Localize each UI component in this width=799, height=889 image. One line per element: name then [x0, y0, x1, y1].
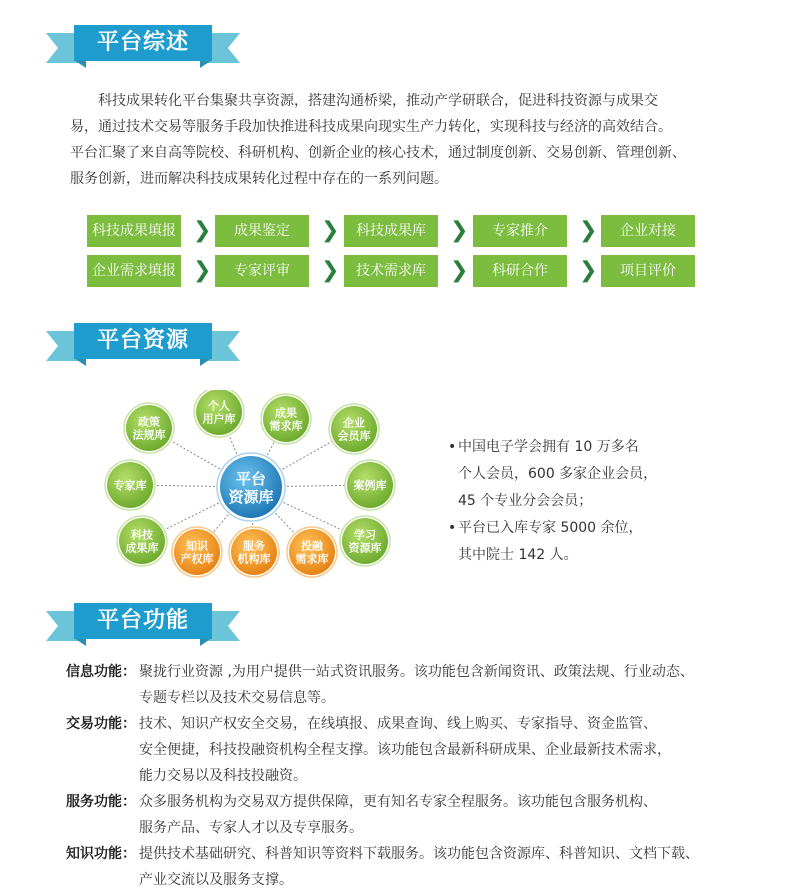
flow-step[interactable]: 成果鉴定 [215, 215, 309, 247]
bullet-continuation: 45 个专业分会会员； [458, 493, 593, 509]
flow-step[interactable]: 项目评价 [601, 255, 695, 287]
paragraph-line: 易，通过技术交易等服务手段加快推进科技成果向现实生产力转化，实现科技与经济的高效结合。 [70, 119, 672, 135]
resource-node[interactable] [105, 460, 155, 510]
resource-node[interactable] [117, 516, 167, 566]
bullet-continuation: 其中院士 142 人。 [458, 547, 578, 563]
resource-node[interactable] [229, 527, 279, 577]
node-label: 法规库 [132, 428, 166, 442]
chevron-right-icon: ❯ [321, 218, 340, 243]
chevron-right-icon: ❯ [193, 218, 212, 243]
node-label: 科技 [131, 528, 153, 542]
resource-node[interactable] [340, 516, 390, 566]
chevron-right-icon: ❯ [579, 218, 598, 243]
function-list [66, 659, 746, 889]
bullet-item: • 中国电子学会拥有 10 万多名 [448, 439, 639, 455]
node-label: 会员库 [337, 429, 371, 443]
chevron-right-icon: ❯ [579, 258, 598, 283]
function-item-service [66, 789, 746, 841]
function-text: 能力交易以及科技投融资。 [139, 768, 307, 784]
section-title: 平台资源 [74, 323, 212, 359]
paragraph-line: 服务创新，进而解决科技成果转化过程中存在的一系列问题。 [70, 171, 448, 187]
flow-step[interactable]: 科研合作 [473, 255, 567, 287]
flow-row-2 [87, 255, 707, 287]
paragraph-line: 平台汇聚了来自高等院校、科研机构、创新企业的核心技术，通过制度创新、交易创新、管理创新、 [70, 145, 686, 161]
banner-fold-right [200, 60, 212, 68]
resource-stats [448, 434, 657, 569]
node-label: 专家库 [113, 479, 147, 492]
resource-node[interactable] [124, 403, 174, 453]
function-text: 技术、知识产权安全交易，在线填报、成果查询、线上购买、专家指导、资金监管、 [139, 716, 657, 732]
node-label: 机构库 [237, 552, 271, 566]
resource-node[interactable] [329, 404, 379, 454]
node-label: 产权库 [180, 552, 214, 566]
node-label: 需求库 [295, 552, 329, 566]
banner-fold-left [74, 60, 86, 68]
chevron-right-icon: ❯ [193, 258, 212, 283]
resource-node[interactable] [194, 390, 244, 437]
function-label: 知识功能： [66, 846, 136, 862]
resource-node[interactable] [287, 527, 337, 577]
flow-step[interactable]: 专家推介 [473, 215, 567, 247]
section-title: 平台功能 [74, 603, 212, 639]
section-banner-functions [46, 602, 240, 648]
function-label: 信息功能： [66, 664, 136, 680]
node-label: 个人 [208, 399, 230, 413]
node-label: 投融 [301, 539, 323, 553]
node-label: 学习 [354, 528, 376, 542]
chevron-right-icon: ❯ [450, 258, 469, 283]
node-label: 企业 [343, 416, 365, 430]
bullet-item: • 平台已入库专家 5000 余位， [448, 520, 643, 536]
function-text: 安全便捷，科技投融资机构全程支撑。该功能包含最新科研成果、企业最新技术需求， [139, 742, 671, 758]
function-text: 服务产品、专家人才以及专享服务。 [139, 820, 363, 836]
function-item-trade [66, 711, 746, 789]
section-banner-resources [46, 322, 240, 368]
node-label: 服务 [243, 539, 265, 553]
paragraph-line: 科技成果转化平台集聚共享资源，搭建沟通桥梁，推动产学研联合，促进科技资源与成果交 [98, 93, 658, 109]
function-label: 服务功能： [66, 794, 136, 810]
node-label: 成果 [275, 406, 297, 420]
resource-node[interactable] [345, 460, 395, 510]
center-label: 平台 [235, 470, 267, 488]
node-label: 政策 [138, 415, 160, 429]
chevron-right-icon: ❯ [450, 218, 469, 243]
node-label: 成果库 [125, 541, 159, 555]
section-banner-overview [46, 24, 240, 70]
overview-paragraph [70, 88, 730, 192]
node-label: 知识 [186, 539, 208, 553]
function-text: 提供技术基础研究、科普知识等资料下载服务。该功能包含资源库、科普知识、文档下载、 [139, 846, 699, 862]
node-label: 资源库 [348, 541, 382, 555]
flow-step[interactable]: 专家评审 [215, 255, 309, 287]
flow-step[interactable]: 科技成果库 [344, 215, 438, 247]
function-label: 交易功能： [66, 716, 136, 732]
function-text: 专题专栏以及技术交易信息等。 [139, 690, 335, 706]
function-item-info [66, 659, 746, 711]
resource-node[interactable] [261, 394, 311, 444]
bullet-continuation: 个人会员，600 多家企业会员， [458, 466, 658, 482]
section-title: 平台综述 [74, 25, 212, 61]
center-label: 资源库 [228, 488, 274, 506]
function-text: 产业交流以及服务支撑。 [139, 872, 293, 888]
process-flow [87, 215, 707, 295]
function-item-knowledge [66, 841, 746, 889]
diagram-center-node [217, 453, 285, 521]
flow-row-1 [87, 215, 707, 247]
function-text: 聚拢行业资源 ,为用户提供一站式资讯服务。该功能包含新闻资讯、政策法规、行业动态、 [139, 664, 694, 680]
function-text: 众多服务机构为交易双方提供保障，更有知名专家全程服务。该功能包含服务机构、 [139, 794, 657, 810]
node-label: 用户库 [202, 412, 236, 426]
resource-hub-diagram [100, 390, 410, 595]
node-label: 需求库 [269, 419, 303, 433]
flow-step[interactable]: 科技成果填报 [87, 215, 181, 247]
resource-node[interactable] [172, 527, 222, 577]
flow-step[interactable]: 企业需求填报 [87, 255, 181, 287]
node-label: 案例库 [353, 479, 387, 492]
flow-step[interactable]: 技术需求库 [344, 255, 438, 287]
flow-step[interactable]: 企业对接 [601, 215, 695, 247]
chevron-right-icon: ❯ [321, 258, 340, 283]
